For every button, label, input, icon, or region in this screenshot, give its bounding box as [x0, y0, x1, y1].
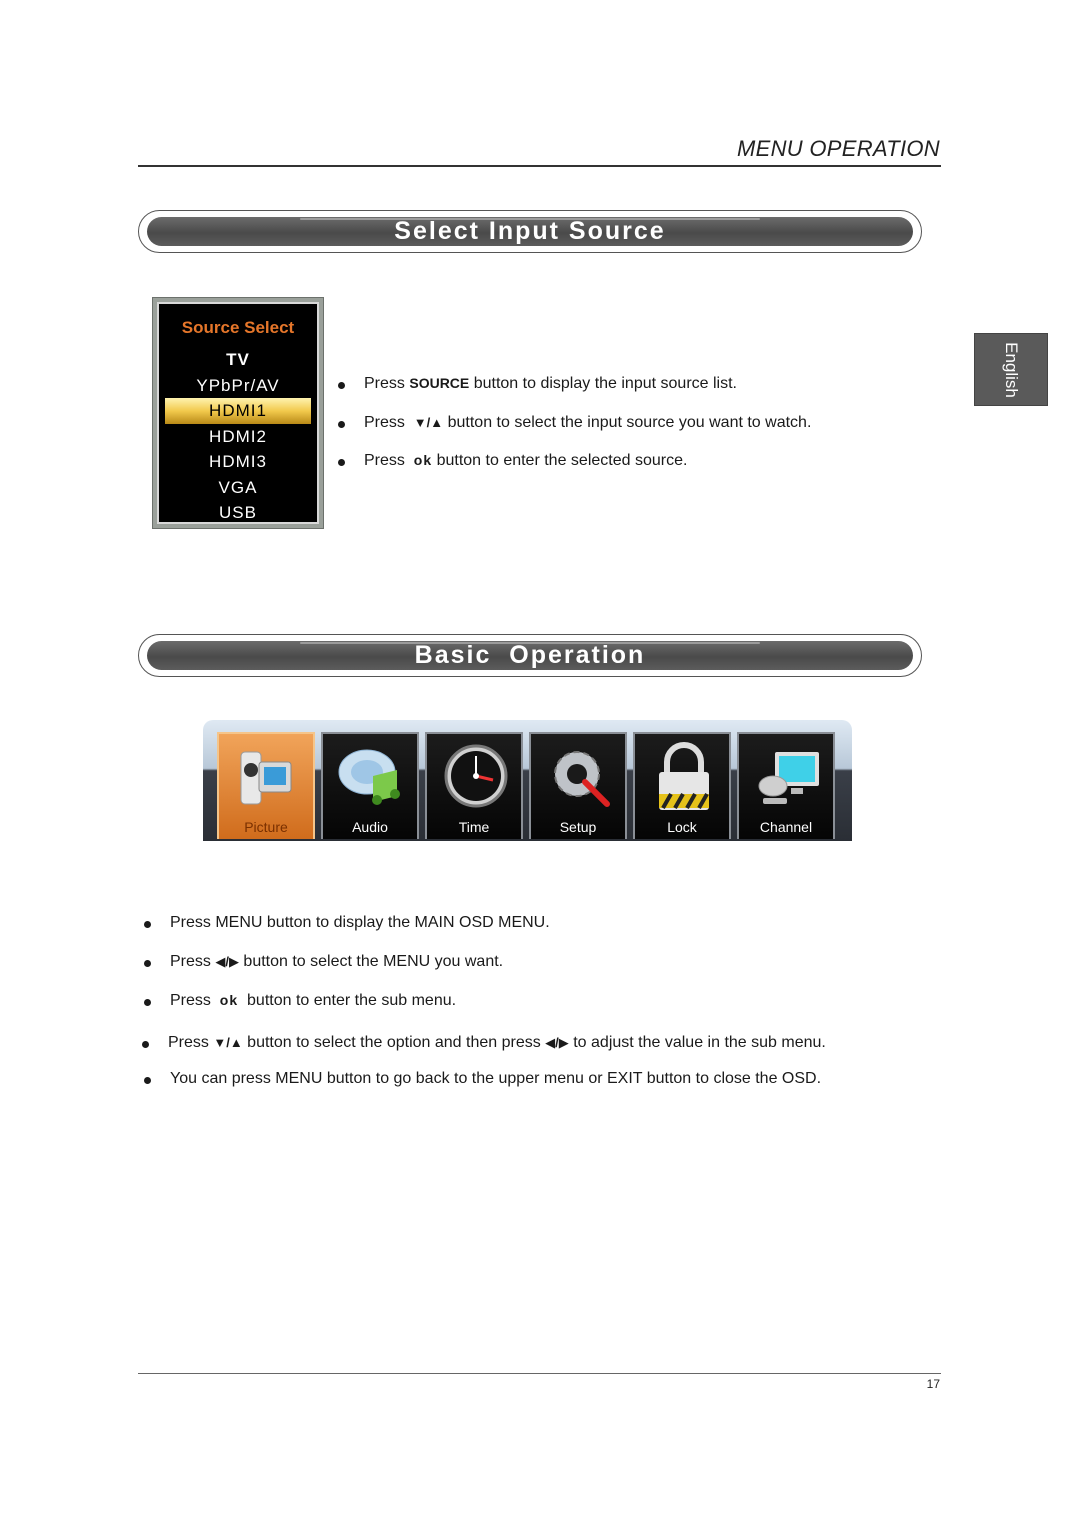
- source-list: [159, 347, 317, 526]
- menu-tile-lock: [633, 732, 731, 839]
- list-item: Press MENU button to display the MAIN OSD MENU.: [144, 914, 826, 953]
- list-item: You can press MENU button to go back to the upper menu or EXIT button to close the OSD.: [144, 1070, 826, 1109]
- header-divider: [138, 165, 941, 167]
- select-input-source-banner: [138, 210, 922, 253]
- language-tab: [974, 333, 1048, 406]
- tile-label-picture: Picture: [244, 819, 288, 835]
- main-osd-menu: [203, 720, 852, 841]
- tile-label-audio: Audio: [352, 819, 388, 835]
- tile-label-time: Time: [458, 819, 490, 835]
- page-number: 17: [926, 1377, 940, 1391]
- list-item: Press ▼/▲ button to select the option and then press ◀/▶ to adjust the value in the sub menu.: [142, 1034, 826, 1070]
- tile-label-setup: Setup: [559, 819, 597, 835]
- list-item: Press ◀/▶ button to select the MENU you want.: [144, 953, 826, 992]
- key-down-up: ▼/▲: [413, 414, 444, 430]
- key-down-up: ▼/▲: [213, 1035, 243, 1050]
- camera-icon: [233, 742, 303, 814]
- basic-operation-banner: [138, 634, 922, 677]
- source-item-ypbpr-av: YPbPr/AV: [196, 375, 280, 395]
- menu-tile-picture: [217, 732, 315, 839]
- list-item: Press ▼/▲ button to select the input source you want to watch.: [338, 414, 811, 453]
- section-title-basic: Basic Operation: [414, 641, 646, 669]
- source-item-vga: VGA: [218, 477, 258, 497]
- list-item: Press ok button to enter the sub menu.: [144, 992, 826, 1034]
- music-icon: [337, 742, 407, 814]
- satellite-monitor-icon: [753, 742, 823, 814]
- menu-tile-setup: [529, 732, 627, 839]
- source-item-hdmi2: HDMI2: [209, 426, 267, 446]
- select-instructions: [338, 375, 811, 491]
- gear-wrench-icon: [545, 742, 615, 814]
- lock-icon: [649, 742, 719, 814]
- key-ok: ok: [413, 452, 433, 468]
- tile-label-channel: Channel: [759, 819, 813, 835]
- language-tab-label: English: [1002, 341, 1021, 398]
- source-item-hdmi1: HDMI1: [165, 398, 311, 424]
- source-item-usb: USB: [219, 503, 257, 522]
- menu-tile-audio: [321, 732, 419, 839]
- source-item-hdmi3: HDMI3: [209, 452, 267, 471]
- osd-title: Source Select: [181, 318, 295, 337]
- list-item: Press SOURCE button to display the input source list.: [338, 375, 811, 414]
- source-item-tv: TV: [226, 350, 250, 369]
- clock-icon: [441, 742, 511, 814]
- key-left-right: ◀/▶: [215, 954, 239, 969]
- footer-divider: [138, 1373, 941, 1374]
- source-select-osd: [152, 297, 324, 529]
- page-title: MENU OPERATION: [736, 136, 940, 161]
- section-title-select: Select Input Source: [394, 217, 666, 245]
- key-source: SOURCE: [409, 375, 470, 391]
- key-ok: ok: [219, 992, 239, 1008]
- key-left-right: ◀/▶: [545, 1035, 569, 1050]
- list-item: Press ok button to enter the selected source.: [338, 452, 811, 491]
- basic-instructions: [144, 914, 826, 1109]
- tile-label-lock: Lock: [667, 819, 697, 835]
- menu-tile-channel: [737, 732, 835, 839]
- menu-tile-time: [425, 732, 523, 839]
